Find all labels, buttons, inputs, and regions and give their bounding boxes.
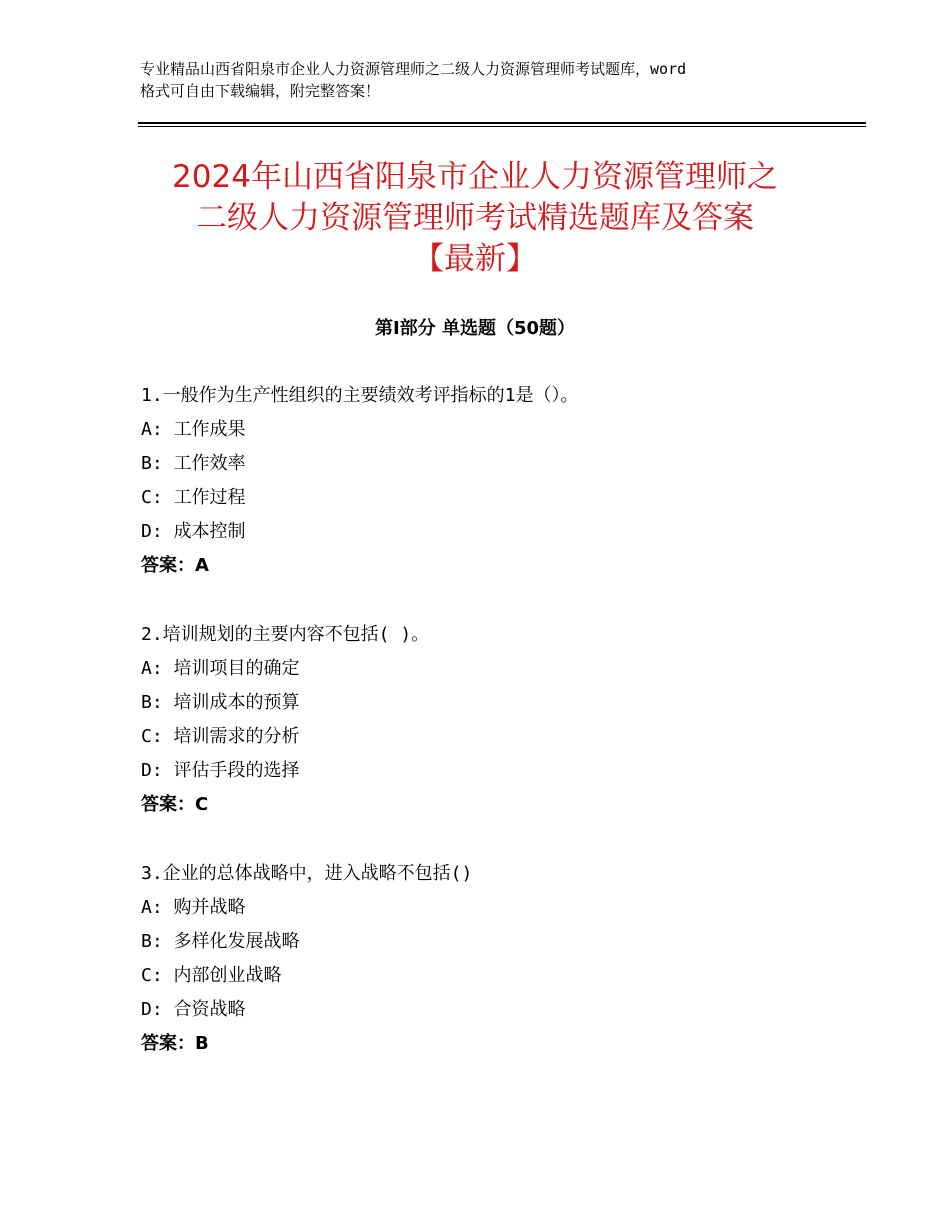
section-heading: 第Ⅰ部分 单选题（50题） (374, 318, 575, 339)
header-divider-thin (138, 126, 866, 127)
document-title (100, 157, 850, 280)
option-d: D: 评估手段的选择 (141, 760, 300, 781)
header-divider-thick (138, 122, 866, 124)
title-line-1: 2024年山西省阳泉市企业人力资源管理师之 (172, 159, 778, 195)
option-d: D: 成本控制 (141, 521, 246, 542)
question-2 (141, 618, 861, 822)
title-line-3: 【最新】 (413, 241, 537, 277)
answer: 答案：C (141, 794, 209, 815)
option-c: C: 培训需求的分析 (141, 726, 300, 747)
answer: 答案：A (141, 555, 209, 576)
option-b: B: 工作效率 (141, 453, 246, 474)
question-3 (141, 857, 861, 1061)
title-line-2: 二级人力资源管理师考试精选题库及答案 (196, 200, 754, 236)
header-note (140, 58, 830, 102)
header-note-line-2: 格式可自由下载编辑，附完整答案！ (140, 82, 381, 100)
option-c: C: 工作过程 (141, 487, 246, 508)
question-1 (141, 379, 861, 583)
option-a: A: 购并战略 (141, 897, 246, 918)
option-b: B: 培训成本的预算 (141, 692, 300, 713)
question-stem: 3.企业的总体战略中，进入战略不包括() (141, 863, 473, 884)
header-note-line-1: 专业精品山西省阳泉市企业人力资源管理师之二级人力资源管理师考试题库，word (140, 60, 687, 78)
option-c: C: 内部创业战略 (141, 965, 282, 986)
option-a: A: 培训项目的确定 (141, 658, 300, 679)
answer: 答案：B (141, 1033, 209, 1054)
question-stem: 1.一般作为生产性组织的主要绩效考评指标的1是（）。 (141, 385, 579, 406)
option-d: D: 合资战略 (141, 999, 246, 1020)
question-stem: 2.培训规划的主要内容不包括( )。 (141, 624, 430, 645)
option-b: B: 多样化发展战略 (141, 931, 300, 952)
option-a: A: 工作成果 (141, 419, 246, 440)
